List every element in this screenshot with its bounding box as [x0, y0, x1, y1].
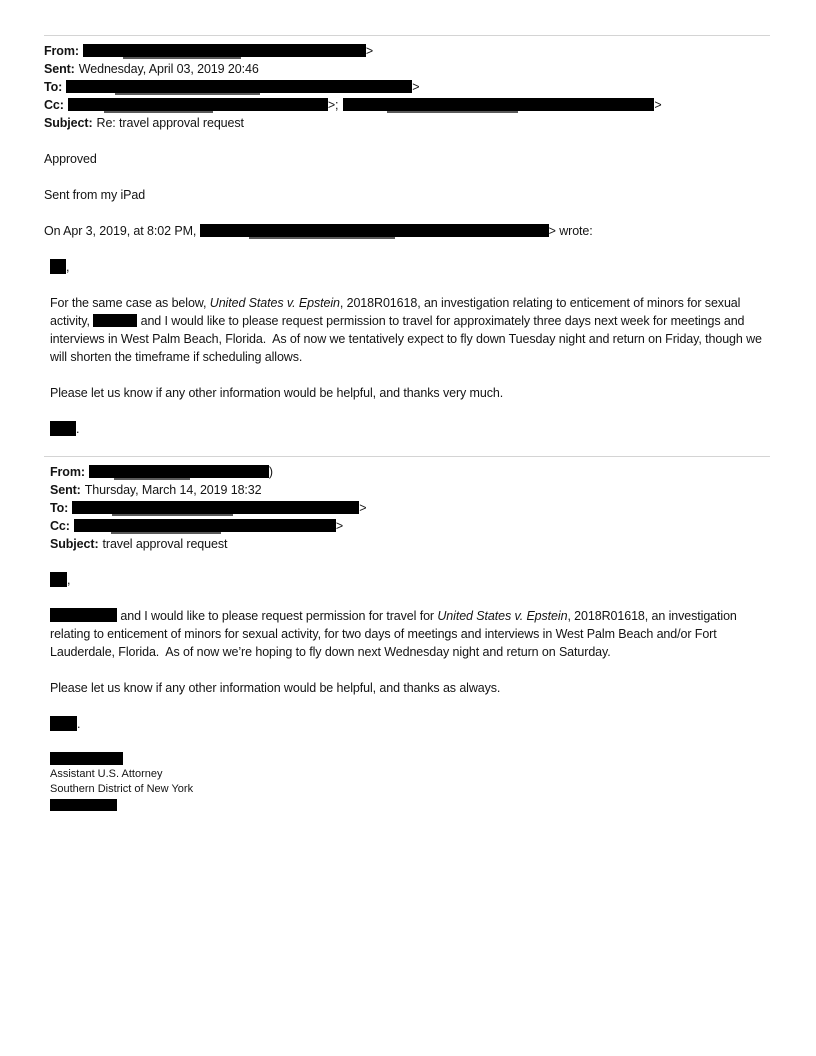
cc-separator: >; [327, 98, 339, 112]
wrote-intro-prefix: On Apr 3, 2019, at 8:02 PM, [44, 224, 200, 238]
signoff-suffix-1: . [76, 422, 80, 436]
redaction-bar-cc-1 [68, 98, 328, 111]
email1-cc-line [44, 96, 772, 114]
paragraph-request-1 [50, 294, 766, 366]
email2-to-line [50, 499, 772, 517]
email1-to-line [44, 78, 772, 96]
para1-before-italic: For the same case as below, [50, 296, 210, 310]
to-label: To: [44, 80, 63, 94]
from-suffix: > [365, 44, 374, 58]
from-label: From: [44, 44, 79, 58]
email2-from-line [50, 463, 772, 481]
signature-title: Assistant U.S. Attorney [50, 768, 163, 780]
email1-sent-line [44, 60, 772, 78]
from-suffix-2: ) [268, 465, 273, 479]
sent-label: Sent: [44, 62, 75, 76]
email2-sent-line [50, 481, 772, 499]
para2-after-italic: , 2018R01618, an investigation relating to enticement of minors for sexual activity, for two days of meetings and interviews in West Palm Beach and/or Fort Lauderdale, Florida. As of now we’re hoping to fly down next Wednesday night and return on Saturday. [50, 609, 741, 659]
mid-divider [44, 456, 770, 457]
redaction-bar-signature-phone [50, 799, 117, 811]
please-line-1: Please let us know if any other information would be helpful, and thanks very much. [50, 386, 504, 400]
case-name-italic-2: United States v. Epstein [437, 609, 568, 623]
greeting-line-1 [50, 258, 772, 276]
top-divider [44, 35, 770, 36]
subject-value: Re: travel approval request [96, 116, 244, 130]
paragraph-request-2 [50, 607, 762, 661]
greeting-suffix-2: , [67, 573, 71, 587]
greeting-suffix-1: , [66, 260, 70, 274]
email1-header-block [44, 42, 772, 132]
quoted-email-block [50, 258, 772, 813]
from-label-2: From: [50, 465, 85, 479]
signature-phone-line [50, 797, 772, 813]
redaction-bar-name-inline-1 [93, 314, 137, 327]
subject-label: Subject: [44, 116, 93, 130]
signoff-suffix-2: . [77, 717, 81, 731]
to-suffix-2: > [359, 501, 367, 515]
wrote-intro-line [44, 222, 772, 240]
cc-suffix: > [654, 98, 662, 112]
cc-label-2: Cc: [50, 519, 70, 533]
redaction-bar-signoff-2 [50, 716, 77, 731]
signature-block [50, 751, 772, 813]
sent-value-2: Thursday, March 14, 2019 18:32 [84, 483, 262, 497]
signature-name-line [50, 751, 772, 767]
para1-after-redaction: and I would like to please request permission to travel for approximately three days next week for meetings and interviews in West Palm Beach, Florida. As of now we tentatively expect to fly down Tuesday night and return on Friday, though we will shorten the timeframe if scheduling allows. [50, 314, 766, 364]
redaction-bar-to-2 [72, 501, 359, 514]
redaction-bar-to [66, 80, 412, 93]
to-suffix: > [412, 80, 420, 94]
email2-header-block [50, 463, 772, 553]
approved-text: Approved [44, 152, 97, 166]
redaction-bar-cc-2 [343, 98, 654, 111]
please-line-2: Please let us know if any other information would be helpful, and thanks as always. [50, 681, 501, 695]
email2-cc-line [50, 517, 772, 535]
sent-from-device-text: Sent from my iPad [44, 188, 146, 202]
greeting-line-2 [50, 571, 772, 589]
email2-subject-line [50, 535, 772, 553]
para1-after-italic: , 2018R01618, an investigation relating to enticement of minors for sexual activity, [50, 296, 744, 328]
redaction-bar-name-lead-2 [50, 608, 117, 622]
redaction-bar-wrote-sender [200, 224, 549, 237]
signoff-line-1 [50, 420, 772, 438]
redaction-bar-signature-name [50, 752, 123, 765]
redaction-bar-greeting-2 [50, 572, 67, 587]
subject-value-2: travel approval request [102, 537, 228, 551]
signoff-line-2 [50, 715, 772, 733]
para2-after-redaction: and I would like to please request permission for travel for [117, 609, 438, 623]
signature-district: Southern District of New York [50, 783, 194, 795]
to-label-2: To: [50, 501, 69, 515]
redaction-bar-greeting-1 [50, 259, 66, 274]
redaction-bar-from-2 [89, 465, 269, 478]
redaction-bar-from [83, 44, 366, 57]
sent-label-2: Sent: [50, 483, 81, 497]
case-name-italic-1: United States v. Epstein [209, 296, 340, 310]
email1-from-line [44, 42, 772, 60]
cc-suffix-2: > [335, 519, 344, 533]
sent-value: Wednesday, April 03, 2019 20:46 [78, 62, 259, 76]
wrote-intro-suffix: > wrote: [548, 224, 593, 238]
subject-label-2: Subject: [50, 537, 99, 551]
redaction-bar-signoff-1 [50, 421, 76, 436]
email1-subject-line [44, 114, 772, 132]
redaction-bar-cc-2-1 [74, 519, 336, 532]
cc-label: Cc: [44, 98, 64, 112]
